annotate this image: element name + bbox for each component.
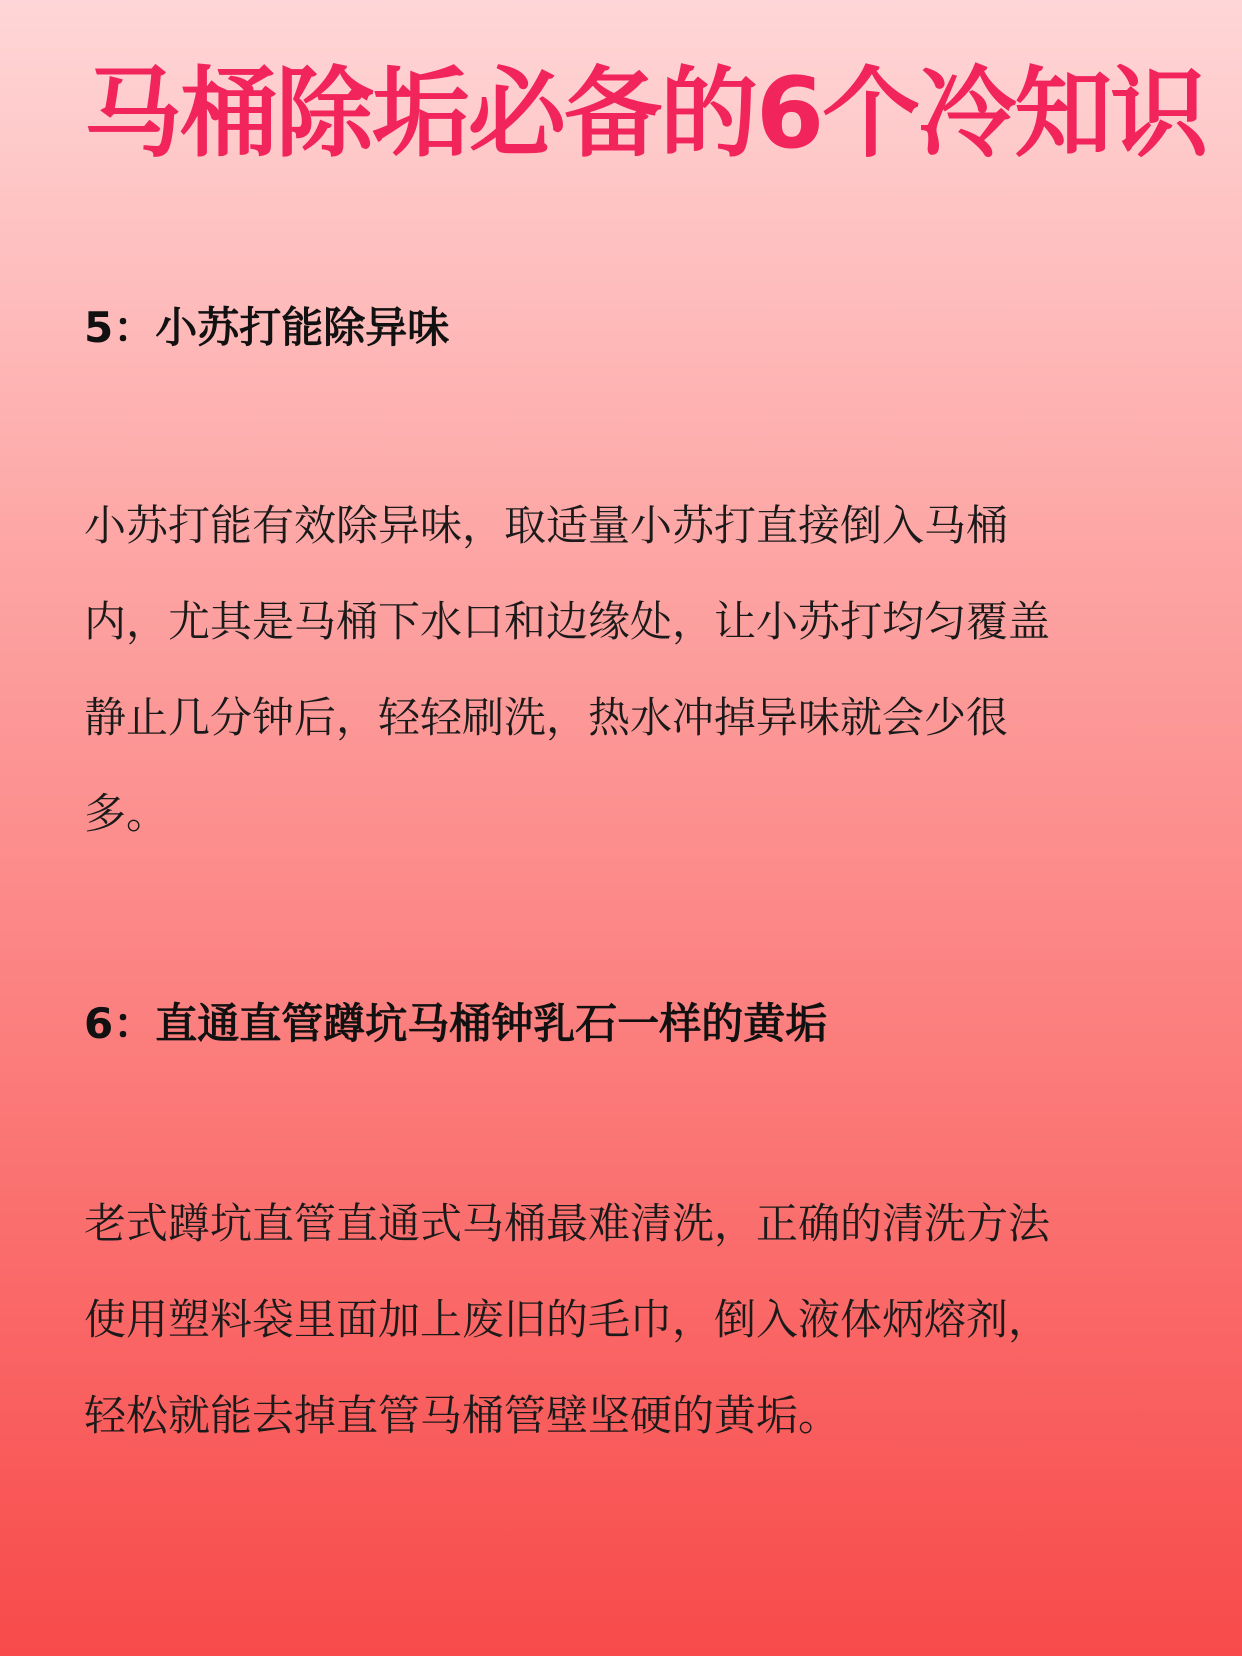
paragraph-line: 多。 xyxy=(84,789,169,838)
section-paragraph-6 xyxy=(84,1176,1194,1464)
paragraph-line: 小苏打能有效除异味，取适量小苏打直接倒入马桶 xyxy=(84,501,1009,550)
section-heading-6: 6：直通直管蹲坑马桶钟乳石一样的黄垢 xyxy=(84,999,828,1048)
section-heading-5: 5：小苏打能除异味 xyxy=(84,303,450,352)
paragraph-line: 使用塑料袋里面加上废旧的毛巾，倒入液体炳熔剂， xyxy=(84,1295,1051,1344)
paragraph-line: 内，尤其是马桶下水口和边缘处，让小苏打均匀覆盖 xyxy=(84,597,1051,646)
paragraph-line: 静止几分钟后，轻轻刷洗，热水冲掉异味就会少很 xyxy=(84,693,1009,742)
section-paragraph-5 xyxy=(84,478,1194,862)
paragraph-line: 轻松就能去掉直管马桶管壁坚硬的黄垢。 xyxy=(84,1391,841,1440)
page-title: 马桶除垢必备的6个冷知识 xyxy=(84,57,1207,171)
paragraph-line: 老式蹲坑直管直通式马桶最难清洗，正确的清洗方法 xyxy=(84,1199,1051,1248)
